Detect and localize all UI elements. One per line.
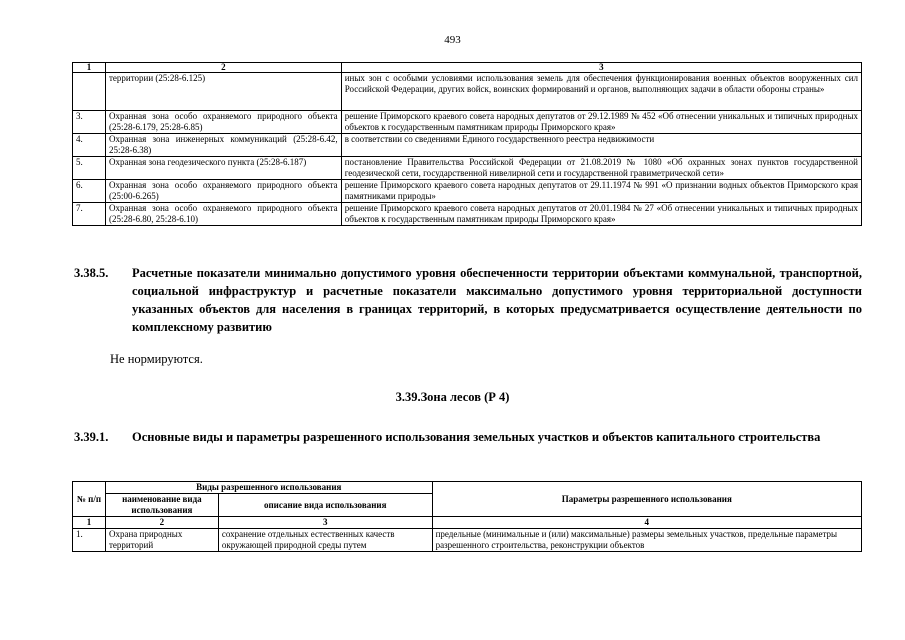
zone-name: Охранная зона инженерных коммуникаций (25:28-6.42, 25:28-6.38) [105,134,341,157]
use-description: сохранение отдельных естественных качеств окружающей природной среды путем [218,529,432,552]
table-index-row [73,517,862,529]
row-number: 5. [73,157,106,180]
col-name-header: наименование вида использования [105,494,218,517]
page-number: 493 [444,34,461,46]
col-index-3: 3 [218,517,432,529]
zone-name: Охранная зона геодезического пункта (25:28-6.187) [105,157,341,180]
zone-name: Охранная зона особо охраняемого природного объекта (25:00-6.265) [105,180,341,203]
col-index-2: 2 [105,63,341,73]
table-row [73,180,862,203]
zone-name: Охранная зона особо охраняемого природного объекта (25:28-6.179, 25:28-6.85) [105,111,341,134]
legal-basis: иных зон с особыми условиями использования земель для обеспечения функционирования военных объектов вооруженных сил Российской Федерации, других войск, воинских формирований и органов, выполняющих задачи в области обороны страны» [341,73,861,111]
section-3-38-5 [74,264,862,336]
zone-name: территории (25:28-6.125) [105,73,341,111]
col-number-header: № п/п [73,482,106,517]
col-index-1: 1 [73,63,106,73]
legal-basis: в соответствии со сведениями Единого государственного реестра недвижимости [341,134,861,157]
legal-basis: решение Приморского краевого совета народных депутатов от 20.01.1984 № 27 «Об отнесении уникальных и типичных природных объектов к государственным памятникам природы Приморского края» [341,203,861,226]
table-header-row [73,63,862,73]
row-number: 3. [73,111,106,134]
zones-table [72,62,862,226]
section-number: 3.39.1. [74,430,109,444]
group-header: Виды разрешенного использования [105,482,432,494]
col-index-2: 2 [105,517,218,529]
section-number: 3.38.5. [74,266,109,280]
table-row [73,157,862,180]
section-heading: Основные виды и параметры разрешенного использования земельных участков и объектов капитального строительства [132,430,821,444]
table-header-row [73,482,862,494]
row-number: 7. [73,203,106,226]
zone-title: 3.39.Зона лесов (Р 4) [395,390,510,404]
legal-basis: решение Приморского краевого совета народных депутатов от 29.12.1989 № 452 «Об отнесении уникальных и типичных природных объектов к государственным памятникам природы Приморского края» [341,111,861,134]
use-name: Охрана природных территорий [105,529,218,552]
row-number: 4. [73,134,106,157]
col-index-3: 3 [341,63,861,73]
not-regulated-text: Не нормируются. [110,352,203,366]
table-row [73,203,862,226]
section-heading: Расчетные показатели минимально допустимого уровня обеспеченности территории объектами коммунальной, транспортной, социальной инфраструктур и расчетные показатели максимально допустимого уровня территориальной доступности указанных объектов для населения в границах территорий, в которых предусматривается осуществление деятельности по комплексному развитию [132,266,862,334]
table-row [73,111,862,134]
row-number: 6. [73,180,106,203]
col-desc-header: описание вида использования [218,494,432,517]
table-row [73,73,862,111]
col-index-4: 4 [432,517,861,529]
permitted-use-table [72,481,862,552]
row-number [73,73,106,111]
table-row [73,529,862,552]
legal-basis: решение Приморского краевого совета народных депутатов от 29.11.1974 № 991 «О признании водных объектов Приморского края памятниками природы» [341,180,861,203]
col-index-1: 1 [73,517,106,529]
use-parameters: предельные (минимальные и (или) максимальные) размеры земельных участков, предельные параметры разрешенного строительства, реконструкции объектов [432,529,861,552]
table-row [73,134,862,157]
section-3-39-1 [74,428,862,464]
zone-name: Охранная зона особо охраняемого природного объекта (25:28-6.80, 25:28-6.10) [105,203,341,226]
col-params-header: Параметры разрешенного использования [432,482,861,517]
legal-basis: постановление Правительства Российской Федерации от 21.08.2019 № 1080 «Об охранных зонах пунктов государственной геодезической сети, государственной нивелирной сети и государственной гравиметрической сети» [341,157,861,180]
row-number: 1. [73,529,106,552]
